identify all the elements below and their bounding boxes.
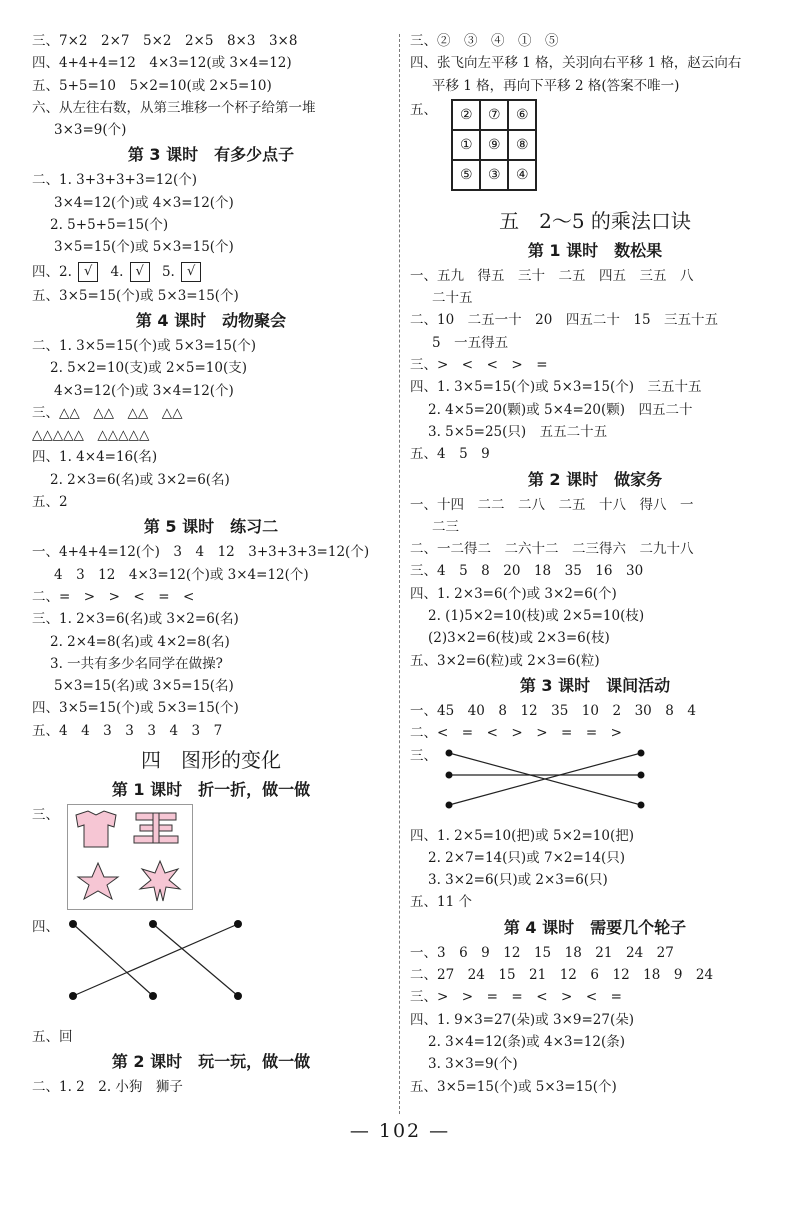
match-dot	[638, 771, 645, 778]
answer-line: 五、3×2=6(粒)或 2×3=6(粒)	[410, 652, 600, 669]
match-dot	[446, 801, 453, 808]
grid-cell: ⑥	[508, 100, 536, 130]
answer-figure-row	[32, 916, 390, 1026]
unit-title: 四 图形的变化	[141, 748, 281, 773]
answer-line: 四、1. 9×3=27(朵)或 3×9=27(朵)	[410, 1011, 634, 1028]
match-dot	[69, 992, 77, 1000]
answer-line: 五、11 个	[410, 894, 472, 911]
answer-label: 三、	[410, 747, 437, 764]
answer-line: 3×5=15(个)或 5×3=15(个)	[54, 239, 234, 256]
answer-line: 五、3×5=15(个)或 5×3=15(个)	[410, 1078, 617, 1095]
answer-line: 4×3=12(个)或 3×4=12(个)	[54, 382, 234, 399]
answer-line: 平移 1 格，再向下平移 2 格(答案不唯一)	[432, 77, 680, 94]
match-dot	[234, 920, 242, 928]
answer-line: 五、4 4 3 3 3 4 3 7	[32, 722, 223, 739]
answer-line: 一、4+4+4=12(个) 3 4 12 3+3+3+3=12(个)	[32, 544, 370, 561]
answer-label: 5.	[161, 263, 175, 280]
answer-line: 2. 5+5+5=15(个)	[50, 217, 169, 234]
lesson-title: 第 3 课时 课间活动	[519, 675, 671, 695]
answer-label: 三、	[32, 807, 59, 824]
answer-line: 二、< = < > > = = >	[410, 725, 622, 742]
grid-cell: ⑨	[480, 130, 508, 160]
answer-line: 三、7×2 2×7 5×2 2×5 8×3 3×8	[32, 33, 298, 49]
answer-line: 四、1. 3×5=15(个)或 5×3=15(个) 三五十五	[410, 379, 702, 396]
match-dot	[149, 992, 157, 1000]
answer-line: 2. (1)5×2=10(枝)或 2×5=10(枝)	[428, 608, 645, 625]
answer-line: 一、3 6 9 12 15 18 21 24 27	[410, 944, 674, 961]
answer-line: 四、1. 2×3=6(个)或 3×2=6(个)	[410, 585, 617, 602]
lesson-title: 第 2 课时 做家务	[527, 469, 663, 489]
lesson-title: 第 1 课时 折一折，做一做	[111, 780, 311, 800]
answer-line: 二三	[432, 518, 459, 535]
match-line	[73, 924, 153, 996]
right-column	[410, 30, 780, 1098]
grid-cell: ①	[452, 130, 480, 160]
answer-line: 2. 5×2=10(支)或 2×5=10(支)	[50, 360, 247, 377]
answer-line: 五、回	[32, 1029, 73, 1046]
match-dot	[149, 920, 157, 928]
answer-line: 四、4+4+4=12 4×3=12(或 3×4=12)	[32, 55, 292, 72]
check-box: √	[181, 262, 201, 282]
lesson-title: 第 2 课时 玩一玩，做一做	[111, 1052, 311, 1072]
answer-line: 5×3=15(名)或 3×5=15(名)	[54, 678, 234, 695]
match-dot	[446, 771, 453, 778]
answer-line: 五、2	[32, 494, 68, 511]
answer-line-checkboxes	[32, 259, 390, 285]
lesson-title: 第 4 课时 动物聚会	[135, 310, 287, 330]
answer-label: 4.	[110, 263, 124, 280]
grid-cell: ③	[480, 160, 508, 190]
check-box: √	[130, 262, 150, 282]
answer-line: 三、> < < > =	[410, 357, 548, 374]
answer-line: 3×3=9(个)	[54, 122, 127, 139]
answer-line: 2. 2×4=8(名)或 4×2=8(名)	[50, 633, 230, 650]
leaf-shape	[140, 861, 180, 901]
match-dot	[638, 801, 645, 808]
lesson-title: 第 5 课时 练习二	[143, 517, 279, 537]
answer-line: 二、= > > < = <	[32, 588, 195, 605]
answer-figure-row	[32, 804, 390, 916]
shirt-shape	[76, 811, 116, 847]
answer-line: 五、3×5=15(个)或 5×3=15(个)	[32, 287, 239, 304]
answer-line: 3. 3×3=9(个)	[428, 1056, 518, 1073]
answer-line: 3. 5×5=25(只) 五五二十五	[428, 423, 608, 440]
check-box: √	[78, 262, 98, 282]
answer-line: △△△△△ △△△△△	[32, 427, 150, 444]
unit-title: 五 2～5 的乘法口诀	[499, 208, 691, 233]
answer-label: 四、	[32, 919, 59, 936]
answer-line: 三、② ③ ④ ① ⑤	[410, 33, 559, 49]
answer-label: 五、	[410, 101, 437, 118]
match-dot	[638, 749, 645, 756]
answer-line: 六、从左往右数，从第三堆移一个杯子给第一堆	[32, 99, 316, 116]
answer-line: 五、4 5 9	[410, 446, 490, 463]
answer-line: 五、5+5=10 5×2=10(或 2×5=10)	[32, 77, 272, 94]
answer-grid-row	[410, 99, 780, 203]
match-dot	[69, 920, 77, 928]
grid-cell: ⑦	[480, 100, 508, 130]
answer-line: 3. 3×2=6(只)或 2×3=6(只)	[428, 872, 608, 889]
grid-cell: ⑤	[452, 160, 480, 190]
answer-line: 3. 一共有多少名同学在做操?	[50, 655, 223, 672]
folded-shapes-svg	[68, 805, 192, 909]
answer-line: 二十五	[432, 290, 473, 307]
lesson-title: 第 4 课时 需要几个轮子	[503, 917, 687, 937]
match-line	[153, 924, 238, 996]
answer-figure-row	[410, 745, 780, 825]
answer-line: 2. 4×5=20(颗)或 5×4=20(颗) 四五二十	[428, 401, 693, 418]
answer-line: 5 一五得五	[432, 334, 509, 351]
answer-line: 二、1. 3+3+3+3=12(个)	[32, 172, 197, 189]
answer-line: 一、十四 二二 二八 二五 十八 得八 一	[410, 496, 694, 513]
match-line	[73, 924, 238, 996]
answer-line: 二、10 二五一十 20 四五二十 15 三五十五	[410, 312, 719, 329]
answer-line: 一、五九 得五 三十 二五 四五 三五 八	[410, 267, 694, 284]
answer-line: 三、1. 2×3=6(名)或 3×2=6(名)	[32, 611, 239, 628]
number-grid	[451, 99, 537, 191]
answer-line: 一、45 40 8 12 35 10 2 30 8 4	[410, 702, 696, 719]
wang-shape-stem	[153, 813, 159, 843]
answer-line: 2. 2×3=6(名)或 3×2=6(名)	[50, 471, 230, 488]
grid-cell: ④	[508, 160, 536, 190]
answer-line: 4 3 12 4×3=12(个)或 3×4=12(个)	[54, 566, 309, 583]
answer-line: 四、3×5=15(个)或 5×3=15(个)	[32, 700, 239, 717]
star-shape	[78, 863, 118, 899]
column-divider	[399, 34, 400, 1114]
grid-cell: ②	[452, 100, 480, 130]
answer-line: 四、张飞向左平移 1 格，关羽向右平移 1 格，赵云向右	[410, 55, 742, 72]
lesson-title: 第 3 课时 有多少点子	[127, 145, 295, 165]
answer-line: 三、△△ △△ △△ △△	[32, 404, 183, 421]
answer-label: 四、2.	[32, 263, 72, 280]
answer-line: 3×4=12(个)或 4×3=12(个)	[54, 194, 234, 211]
grid-cell: ⑧	[508, 130, 536, 160]
answer-line: 二、27 24 15 21 12 6 12 18 9 24	[410, 967, 714, 984]
answer-line: 二、1. 2 2. 小狗 狮子	[32, 1079, 183, 1096]
answer-line: 2. 3×4=12(条)或 4×3=12(条)	[428, 1033, 625, 1050]
match-dot	[234, 992, 242, 1000]
folded-shapes-figure	[67, 804, 193, 910]
crossing-lines-figure	[441, 745, 661, 823]
answer-line: 三、> > = = < > < =	[410, 989, 622, 1006]
answer-line: (2)3×2=6(枝)或 2×3=6(枝)	[428, 630, 610, 647]
answer-line: 四、1. 2×5=10(把)或 5×2=10(把)	[410, 827, 634, 844]
page-number: — 102 —	[349, 1120, 451, 1142]
matching-lines-figure	[63, 916, 263, 1020]
answer-line: 二、一二得二 二六十二 二三得六 二九十八	[410, 541, 694, 558]
answer-line: 三、4 5 8 20 18 35 16 30	[410, 563, 644, 580]
answer-line: 2. 2×7=14(只)或 7×2=14(只)	[428, 849, 625, 866]
answer-line: 四、1. 4×4=16(名)	[32, 449, 158, 466]
left-column	[32, 30, 390, 1099]
lesson-title: 第 1 课时 数松果	[527, 240, 663, 260]
answer-line: 二、1. 3×5=15(个)或 5×3=15(个)	[32, 337, 256, 354]
match-dot	[446, 749, 453, 756]
